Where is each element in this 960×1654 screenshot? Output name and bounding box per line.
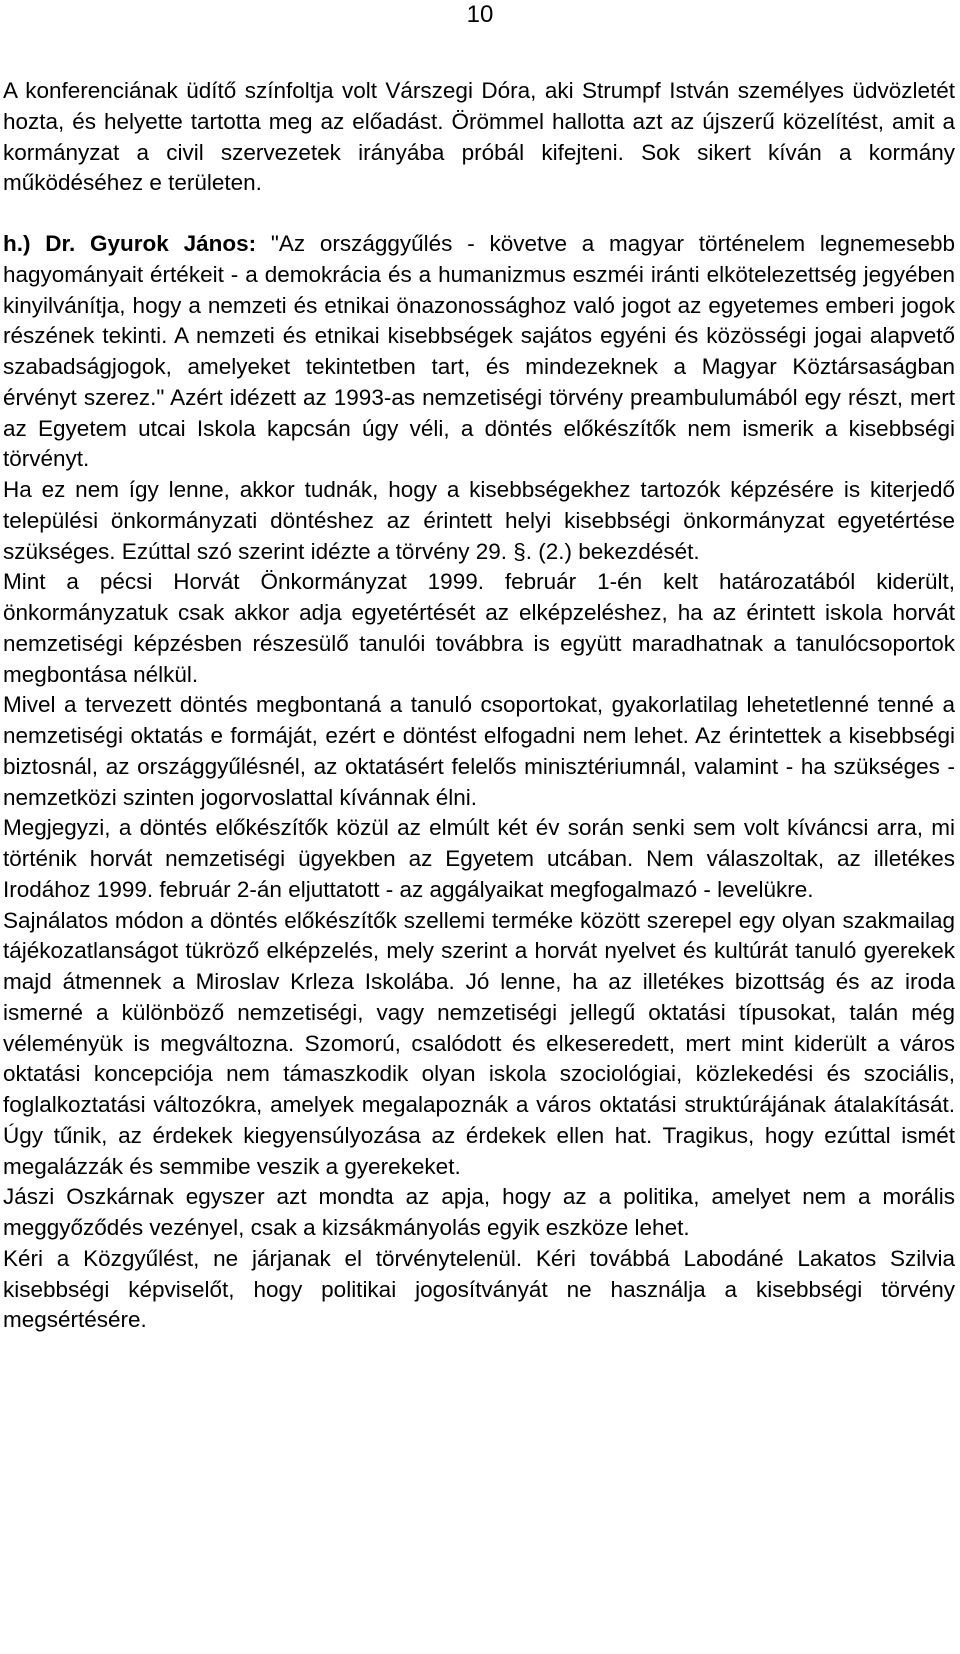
paragraph-keres: Kéri a Közgyűlést, ne járjanak el törvénytelenül. Kéri továbbá Labodáné Lakatos Szilvia kisebbségi képviselőt, hogy politikai jogosítványát ne használja a kisebbségi törvény megsértésére. — [3, 1245, 955, 1333]
paragraph-megjegyzes: Megjegyzi, a döntés előkészítők közül az elmúlt két év során senki sem volt kíváncsi arra, mi történik horvát nemzetiségi ügyekben az Egyetem utcában. Nem válaszoltak, az illetékes Irodához 1999. február 2-án eljuttatott - az aggályaikat megfogalmazó - levelükre. — [3, 815, 955, 902]
paragraph-conference: A konferenciának üdítő színfoltja volt Várszegi Dóra, aki Strumpf István személyes üdvözletét hozta, és helyette tartotta meg az előadást. Örömmel hallotta azt az újszerű közelítést, amit a kormányzat a civil szervezetek irányába próbál kifejteni. Sok sikert kíván a kormány működéséhez e területen. — [3, 78, 955, 196]
speech-text: "Az országgyűlés - követve a magyar történelem legnemesebb hagyományait értékeit - a demokrácia és a humanizmus eszméi iránti elkötelezettség jegyében kinyilvánítja, hogy a nemzeti és etnikai önazonossághoz való jogot az egyetemes emberi jogok részének tekinti. A nemzeti és etnikai kisebbségek sajátos egyéni és közösségi jogai alapvető szabadságjogok, amelyeket tekintetben tart, és mindezeknek a Magyar Köztársaságban érvényt szerez." Azért idézett az 1993-as nemzetiségi törvény preambulumából egy részt, mert az Egyetem utcai Iskola kapcsán úgy véli, a döntés előkészítők nem ismerik a kisebbségi törvényt. — [3, 231, 955, 472]
paragraph-jaszi-quote: Jászi Oszkárnak egyszer azt mondta az apja, hogy az a politika, amelyet nem a morális meggyőződés vezényel, csak a kizsákmányolás egyik eszköze lehet. — [3, 1184, 955, 1240]
speaker-name: Gyurok János: — [90, 231, 257, 256]
paragraph-gap — [3, 199, 955, 229]
paragraph-kisebbsegi-jog: Ha ez nem így lenne, akkor tudnák, hogy a kisebbségekhez tartozók képzésére is kiterjedő települési önkormányzati döntéshez az érintett helyi kisebbségi önkormányzat egyetértése szükséges. Ezúttal szó szerint idézte a törvény 29. §. (2.) bekezdését. — [3, 477, 955, 564]
page-number: 10 — [466, 1, 494, 28]
paragraph-horvat-onkormanyzat: Mint a pécsi Horvát Önkormányzat 1999. február 1-én kelt határozatából kiderült, önkormányzatuk csak akkor adja egyetértését az elképzeléshez, ha az érintett iskola horvát nemzetiségi képzésben részesülő tanulói továbbra is együtt maradhatnak a tanulócsoportok megbontása nélkül. — [3, 569, 955, 687]
paragraph-sajnalatos: Sajnálatos módon a döntés előkészítők szellemi terméke között szerepel egy olyan szakmailag tájékozatlanságot tükröző elképzelés, mely szerint a horvát nyelvet és kultúrát tanuló gyerekek majd átmennek a Miroslav Krleza Iskolába. Jó lenne, ha az illetékes bizottság és az iroda ismerné a különböző nemzetiségi, vagy nemzetiségi jellegű oktatási típusokat, talán még véleményük is megváltozna. Szomorú, csalódott és elkeseredett, mert mint kiderült a város oktatási koncepciója nem támaszkodik olyan iskola szociológiai, közlekedési és szociális, foglalkoztatási változókra, amelyek megalapoznák a város oktatási struktúrájának átalakítását. Úgy tűnik, az érdekek kiegyensúlyozása az érdekek ellen hat. Tragikus, hogy ezúttal ismét megalázzák és semmibe veszik a gyerekeket. — [3, 907, 955, 1179]
paragraph-jogorvoslat: Mivel a tervezett döntés megbontaná a tanuló csoportokat, gyakorlatilag lehetetlenné tenné a nemzetiségi oktatás e formáját, ezért e döntést elfogadni nem lehet. Az érintettek a kisebbségi biztosnál, az országgyűlésnél, az oktatásért felelős minisztériumnál, valamint - ha szükséges - nemzetközi szinten jogorvoslattal kívánnak élni. — [3, 692, 955, 810]
paragraph-gyurok-speech — [3, 229, 955, 475]
document-body — [3, 76, 955, 1336]
speaker-label: h.) Dr. — [3, 231, 76, 256]
